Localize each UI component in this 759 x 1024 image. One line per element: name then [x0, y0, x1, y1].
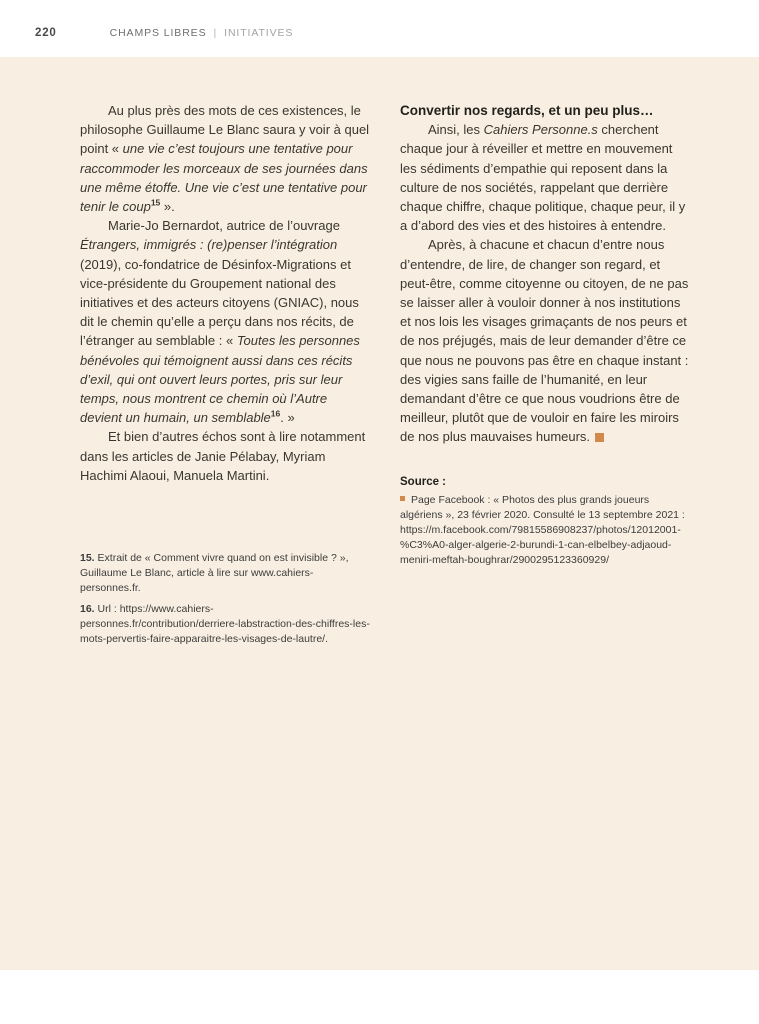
paragraph	[400, 120, 690, 235]
text-run: Et bien d’autres échos sont à lire notamment dans les articles de Janie Pélabay, Myriam Hachimi Alaoui, Manuela Martini.	[80, 429, 366, 483]
text-run: Au plus près des mots de ces existences, le philosophe Guillaume Le Blanc saura y voir à quel point «	[80, 103, 370, 157]
footnote-ref-15: 15	[150, 197, 161, 208]
footnote-number: 16.	[80, 603, 95, 616]
footnote-16	[80, 602, 370, 646]
text-run: cherchent chaque jour à réveiller et mettre en mouvement les sédiments d’empathie qui reposent dans la culture de nos sociétés, rappelant que derrière chaque chiffre, chaque politique, chaque peur, il y a d’abord des vies et des histoires à entendre.	[400, 122, 686, 234]
source-block	[400, 476, 690, 569]
source-item-text: Page Facebook : « Photos des plus grands joueurs algériens », 23 février 2020. Consulté le 13 septembre 2021 : https://m.facebook.com/79815586908237/photos/12012001-%C3%A0-alger-algerie-2-burundi-1-can-elbelbey-adjaoud-meniri-meftah-boughrar/2900295123360929/	[400, 493, 685, 567]
text-run: ».	[160, 199, 175, 215]
source-item	[400, 493, 690, 569]
text-run-italic: une vie c’est toujours une tentative pour raccommoder les morceaux de ses journées dans une même étoffe. Une vie c’est une tentative pour tenir le coup	[80, 141, 368, 215]
footnotes-block	[80, 551, 370, 647]
footnote-text: Extrait de « Comment vivre quand on est invisible ? », Guillaume Le Blanc, article à lire sur www.cahiers-personnes.fr.	[80, 552, 349, 594]
source-label: Source :	[400, 475, 447, 488]
text-run: Après, à chacune et chacun d’entre nous d’entendre, de lire, de changer son regard, et peut-être, comme citoyenne ou citoyen, de ne pas se laisser aller à vouloir donner à nos institutions et nos lois les visages grimaçants de nos peurs et de nos préjugés, mais de leur demander d’être ce que nous ne pouvons pas être en chaque instant : des vigies sans faille de l’humanité, en leur demandant d’être ce que nous voudrions être de meilleur, plutôt que de vouloir en faire les miroirs de nos plus mauvaises humeurs.	[400, 237, 689, 445]
header-separator: |	[213, 26, 218, 39]
content-sheet	[0, 57, 759, 970]
text-run: . »	[280, 410, 295, 426]
source-bullet-square-icon	[400, 496, 405, 501]
paragraph	[80, 427, 370, 485]
footnote-ref-16: 16	[270, 408, 281, 419]
text-run: Ainsi, les	[428, 122, 484, 138]
footnote-number: 15.	[80, 552, 95, 565]
footnote-text: Url : https://www.cahiers-personnes.fr/contribution/derriere-labstraction-des-chiffres-les-mots-pervertis-faire-apparaitre-les-visages-de-lautre/.	[80, 603, 370, 646]
right-column	[400, 101, 690, 970]
page-header	[0, 0, 759, 57]
subsection-title: INITIATIVES	[224, 26, 294, 39]
section-title: CHAMPS LIBRES	[109, 26, 207, 39]
text-run-italic: Toutes les personnes bénévoles qui témoignent aussi dans ces récits d’exil, qui ont ouvert leurs portes, pris sur leur temps, nous montrent ce chemin où l’Autre devient un humain, un semblable	[80, 333, 360, 426]
page-number: 220	[35, 26, 57, 39]
paragraph	[80, 101, 370, 216]
article-end-square-icon	[595, 433, 604, 442]
paragraph	[80, 216, 370, 427]
footnote-15	[80, 551, 370, 595]
text-run: (2019), co-fondatrice de Désinfox-Migrations et vice-présidente du Groupement national des initiatives et des acteurs citoyens (GNIAC), nous dit le chemin qu’elle a perçu dans nos récits, de l’étranger au semblable : «	[80, 256, 359, 349]
left-column	[80, 101, 370, 970]
paragraph	[400, 235, 690, 446]
text-run-italic: Cahiers Personne.s	[483, 122, 598, 138]
text-run: Marie-Jo Bernardot, autrice de l’ouvrage	[108, 218, 340, 234]
section-heading: Convertir nos regards, et un peu plus…	[400, 103, 654, 118]
running-head	[110, 27, 294, 39]
text-run-italic: Étrangers, immigrés : (re)penser l’intégration	[80, 237, 338, 253]
